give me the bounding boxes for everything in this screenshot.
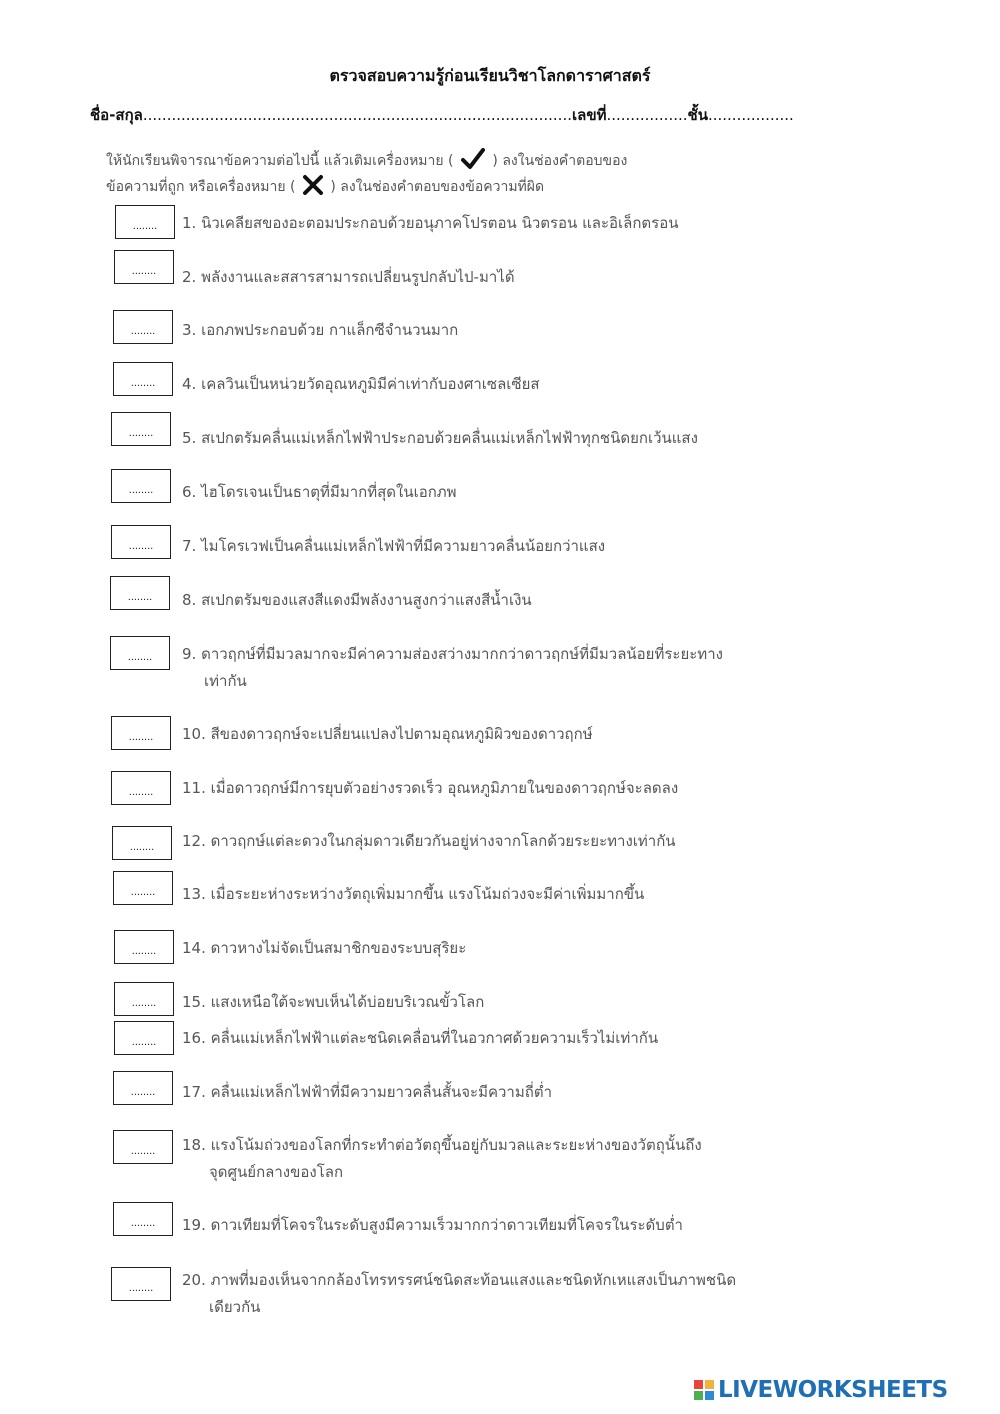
page-title: ตรวจสอบความรู้ก่อนเรียนวิชาโลกดาราศาสตร์ <box>329 66 651 85</box>
answer-box-18[interactable]: ........ <box>113 1130 173 1164</box>
answer-box-5[interactable]: ........ <box>111 412 171 446</box>
answer-box-14[interactable]: ........ <box>114 930 174 964</box>
answer-box-16[interactable]: ........ <box>114 1021 174 1055</box>
class-label: ชั้น <box>687 106 708 124</box>
answer-box-17[interactable]: ........ <box>113 1071 173 1105</box>
question-18: 18. แรงโน้มถ่วงของโลกที่กระทำต่อวัตถุขึ้นอยู่กับมวลและระยะห่างของวัตถุนั้นถึง จุดศูนย์กลางของโลก <box>182 1136 702 1181</box>
instruction-text-2a: ข้อความที่ถูก หรือเครื่องหมาย ( <box>106 179 296 195</box>
answer-box-4[interactable]: ........ <box>113 362 173 396</box>
instruction-line-1 <box>106 146 627 176</box>
question-10: 10. สีของดาวฤกษ์จะเปลี่ยนแปลงไปตามอุณหภูมิผิวของดาวฤกษ์ <box>182 725 593 743</box>
question-13: 13. เมื่อระยะห่างระหว่างวัตถุเพิ่มมากขึ้น แรงโน้มถ่วงจะมีค่าเพิ่มมากขึ้น <box>182 885 645 903</box>
name-label: ชื่อ-สกุล <box>90 106 143 124</box>
logo-tile <box>694 1380 703 1389</box>
answer-box-19[interactable]: ........ <box>113 1202 173 1236</box>
question-16: 16. คลื่นแม่เหล็กไฟฟ้าแต่ละชนิดเคลื่อนที่ในอวกาศด้วยความเร็วไม่เท่ากัน <box>182 1029 659 1047</box>
answer-box-7[interactable]: ........ <box>111 525 171 559</box>
answer-box-3[interactable]: ........ <box>113 310 173 344</box>
question-11: 11. เมื่อดาวฤกษ์มีการยุบตัวอย่างรวดเร็ว อุณหภูมิภายในของดาวฤกษ์จะลดลง <box>182 779 679 797</box>
answer-box-2[interactable]: ........ <box>114 250 174 284</box>
answer-box-20[interactable]: ........ <box>111 1267 171 1301</box>
answer-box-1[interactable]: ........ <box>115 205 175 239</box>
answer-box-6[interactable]: ........ <box>111 469 171 503</box>
logo-tile <box>705 1391 714 1400</box>
instruction-text-1a: ให้นักเรียนพิจารณาข้อความต่อไปนี้ แล้วเติมเครื่องหมาย ( <box>106 153 454 169</box>
question-20: 20. ภาพที่มองเห็นจากกล้องโทรทรรศน์ชนิดสะท้อนแสงและชนิดหักเหแสงเป็นภาพชนิด เดียวกัน <box>182 1271 737 1316</box>
question-9: 9. ดาวฤกษ์ที่มีมวลมากจะมีค่าความส่องสว่างมากกว่าดาวฤกษ์ที่มีมวลน้อยที่ระยะทาง เท่ากัน <box>182 645 723 690</box>
question-8: 8. สเปกตรัมของแสงสีแดงมีพลังงานสูงกว่าแสงสีน้ำเงิน <box>182 591 532 609</box>
question-7: 7. ไมโครเวฟเป็นคลื่นแม่เหล็กไฟฟ้าที่มีความยาวคลื่นน้อยกว่าแสง <box>182 537 606 555</box>
logo-tile <box>705 1380 714 1389</box>
logo-text: LIVEWORKSHEETS <box>718 1377 948 1403</box>
question-3: 3. เอกภพประกอบด้วย กาแล็กซีจำนวนมาก <box>182 321 459 339</box>
class-blank: .................. <box>707 106 794 124</box>
answer-box-13[interactable]: ........ <box>113 871 173 905</box>
liveworksheets-logo <box>694 1374 948 1406</box>
answer-box-12[interactable]: ........ <box>112 826 172 860</box>
logo-tiles-icon <box>694 1380 714 1400</box>
question-2: 2. พลังงานและสสารสามารถเปลี่ยนรูปกลับไป-มาได้ <box>182 268 515 286</box>
question-12: 12. ดาวฤกษ์แต่ละดวงในกลุ่มดาวเดียวกันอยู่ห่างจากโลกด้วยระยะทางเท่ากัน <box>182 832 676 850</box>
logo-tile <box>694 1391 703 1400</box>
question-15: 15. แสงเหนือใต้จะพบเห็นได้บ่อยบริเวณขั้วโลก <box>182 993 485 1011</box>
question-14: 14. ดาวหางไม่จัดเป็นสมาชิกของระบบสุริยะ <box>182 939 467 957</box>
check-icon <box>460 146 486 176</box>
question-1: 1. นิวเคลียสของอะตอมประกอบด้วยอนุภาคโปรตอน นิวตรอน และอิเล็กตรอน <box>182 214 679 232</box>
number-label: เลขที่ <box>572 106 607 124</box>
instruction-text-2b: ) ลงในช่องคำตอบของข้อความที่ผิด <box>330 179 545 195</box>
answer-box-9[interactable]: ........ <box>110 636 170 670</box>
student-info-line <box>90 103 794 127</box>
question-4: 4. เคลวินเป็นหน่วยวัดอุณหภูมิมีค่าเท่ากับองศาเซลเซียส <box>182 375 540 393</box>
instruction-text-1b: ) ลงในช่องคำตอบของ <box>492 153 628 169</box>
question-17: 17. คลื่นแม่เหล็กไฟฟ้าที่มีความยาวคลื่นสั้นจะมีความถี่ต่ำ <box>182 1083 552 1101</box>
cross-icon <box>302 174 324 200</box>
question-6: 6. ไฮโดรเจนเป็นธาตุที่มีมากที่สุดในเอกภพ <box>182 483 457 501</box>
question-5: 5. สเปกตรัมคลื่นแม่เหล็กไฟฟ้าประกอบด้วยคลื่นแม่เหล็กไฟฟ้าทุกชนิดยกเว้นแสง <box>182 429 698 447</box>
question-19: 19. ดาวเทียมที่โคจรในระดับสูงมีความเร็วมากกว่าดาวเทียมที่โคจรในระดับต่ำ <box>182 1216 683 1234</box>
answer-box-11[interactable]: ........ <box>111 771 171 805</box>
answer-box-8[interactable]: ........ <box>110 576 170 610</box>
instruction-line-2 <box>106 174 544 200</box>
answer-box-10[interactable]: ........ <box>111 716 171 750</box>
number-blank: ................. <box>606 106 688 124</box>
answer-box-15[interactable]: ........ <box>114 982 174 1016</box>
name-blank: .......................................................................................... <box>142 106 572 124</box>
